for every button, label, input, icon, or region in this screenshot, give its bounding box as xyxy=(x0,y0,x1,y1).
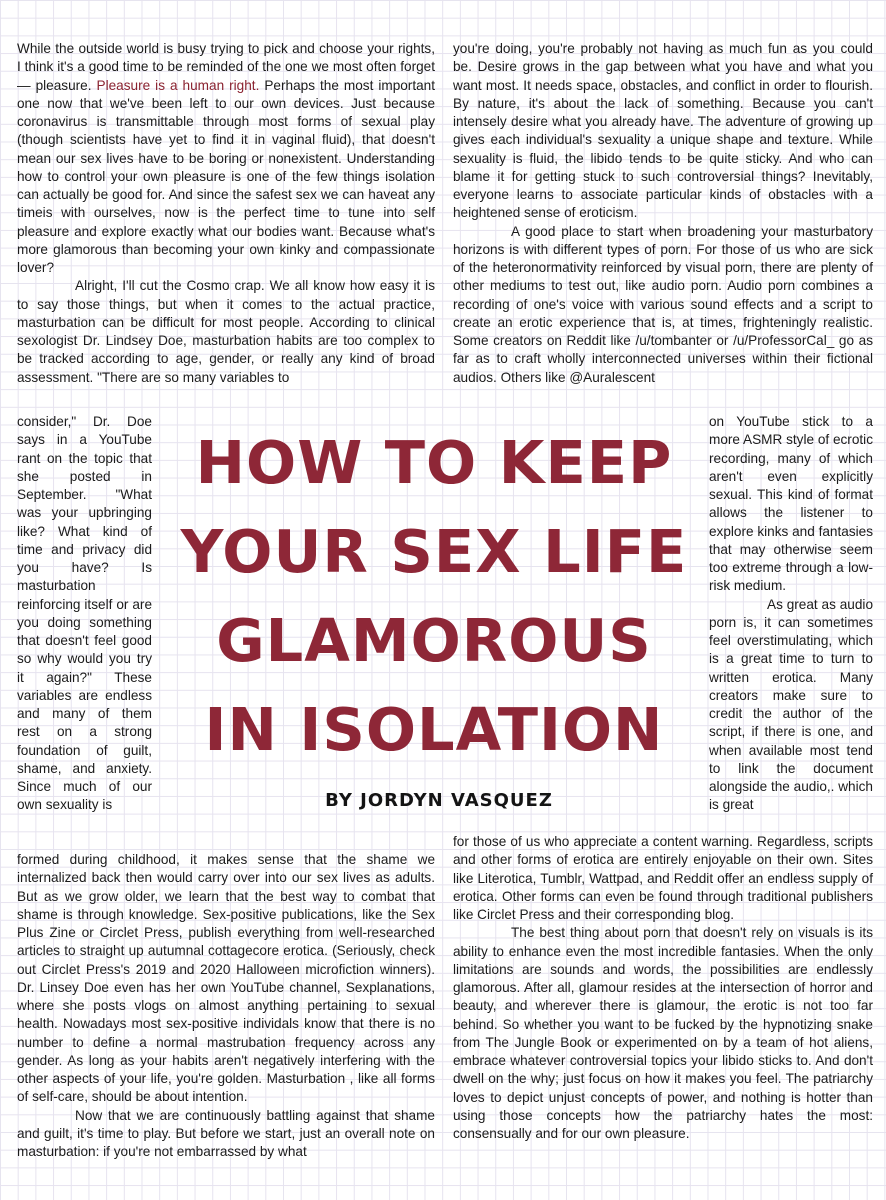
article-column-left-wrap xyxy=(17,413,152,815)
asmr-paragraph: on YouTube stick to a more ASMR style of ecrotic recording, many of which aren't even explicitly sexual. This kind of format allows the listener to explore kinks and fantasies that may otherwise seem too extreme through a low-risk medium. xyxy=(709,414,873,594)
article-column-right-top xyxy=(453,40,873,387)
headline-line-1: HOW TO KEEP xyxy=(195,428,673,497)
headline-line-2: YOUR SEX LIFE xyxy=(180,517,688,586)
doe-quote-paragraph: consider," Dr. Doe says in a YouTube rant on the topic that she posted in September. "What was your upbringing like? What kind of time and privacy did you have? Is masturbation reinforcing itself or are you doing something that doesn't feel good so why would you try it again?" These variables are endless and many of them rest on a strong foundation of guilt, shame, and anxiety. Since much of our own sexuality is xyxy=(17,414,152,813)
audio-porn-paragraph: A good place to start when broadening your masturbatory horizons is with different types of porn. For those of us who are sick of the heteronormativity reinforced by visual porn, there are plenty of other mediums to test out, like audio porn. Audio porn combines a recording of one's voice with various sound effects and a script to create an erotic experience that is, at times, frighteningly realistic. Some creators on Reddit like /u/tombanter or /u/ProfessorCal_ go as far as to craft wholly interconnected universes within their fictional audios. Others like @Auralescent xyxy=(453,223,873,385)
intro-paragraph: While the outside world is busy trying to pick and choose your rights, I think it's a good time to be reminded of the one we most often forget— pleasure. Pleasure is a human right. Perhaps the most important one now that we've been left to our own devices. Just because coronavirus is transmittable through most forms of sexual play (though scientists have yet to find it in vaginal fluid), that doesn't mean our sex lives have to be boring or nonexistent. Understanding how to control your own pleasure is one of the few things isolation can actually be good for. And since the safest sex we can haveat any timeis with ourselves, now is the perfect time to tune into self pleasure and explore exactly what our bodies want. Because what's more glamorous than becoming your own kinky and compassionate lover? xyxy=(17,41,436,275)
content-warning-paragraph: for those of us who appreciate a content warning. Regardless, scripts and other forms of erotica are entirely enjoyable on their own. Sites like Literotica, Tumblr, Wattpad, and Reddit offer an endless supply of erotica. Other forms can even be found through traditional publishers like Circlet Press and their corresponding blog. xyxy=(453,834,873,922)
headline-line-3: GLAMOROUS xyxy=(216,606,652,675)
childhood-paragraph: formed during childhood, it makes sense that the shame we internalized back then would carry over into our sex lives as adults. But as we grow older, we learn that the best way to combat that shame is through knowledge. Sex-positive publications, like the Sex Plus Zine or Circlet Press, publish everything from well-researched articles to straight up autumnal cottagecore erotica. (Seriously, check out Circlet Press's 2019 and 2020 Halloween microfiction winners). Dr. Linsey Doe even has her own YouTube channel, Sexplanations, where she posts vlogs on almost anything pertaining to sexual health. Nowadays most sex-positive individals know that there is no number to define a normal mastrubation frequency across any gender. As long as your habits aren't negatively interfering with the other aspects of your life, you're golden. Masturbation , like all forms of self-care, should be about intention. xyxy=(17,852,435,1105)
cosmo-paragraph: Alright, I'll cut the Cosmo crap. We all know how easy it is to say those things, but when it comes to the actual practice, masturbation can be difficult for most people. According to clinical sexologist Dr. Lindsey Doe, masturbation habits are too complex to be tracked according to age, gender, or really any kind of broad assessment. "There are so many variables to xyxy=(17,278,435,385)
headline xyxy=(160,418,708,774)
article-column-left-bottom xyxy=(17,851,435,1161)
play-paragraph: Now that we are continuously battling against that shame and guilt, it's time to play. But before we start, just an overall note on masturbation: if you're not embarrassed by what xyxy=(17,1107,435,1159)
article-column-right-wrap xyxy=(709,413,873,815)
article-column-right-bottom xyxy=(453,833,873,1143)
human-right-link[interactable]: Pleasure is a human right. xyxy=(96,77,260,93)
article-column-left-top xyxy=(17,40,435,387)
desire-paragraph: you're doing, you're probably not having as much fun as you could be. Desire grows in the gap between what you have and what you want most. It needs space, obstacles, and conflict in order to flourish. By nature, it's about the lack of something. Because you can't intensely desire what you already have. The adventure of growing up gives each individual's sexuality a unique shape and texture. While sexuality is fluid, the libido tends to be quite sticky. And who can blame it for getting stuck to such controversial things? Inevitably, everyone learns to associate particular kinds of obstacles with a heightened sense of eroticism. xyxy=(453,41,873,221)
written-erotica-paragraph: As great as audio porn is, it can sometimes feel overstimulating, which is a great time to turn to written erotica. Many creators make sure to credit the author of the script, if there is one, and when available most tend to link the document alongside the audio,. which is great xyxy=(709,596,873,813)
headline-line-4: IN ISOLATION xyxy=(204,695,664,764)
byline: BY JORDYN VASQUEZ xyxy=(325,790,553,811)
closing-paragraph: The best thing about porn that doesn't rely on visuals is its ability to enhance even the most incredible fantasies. When the only limitations are sounds and words, the possibilities are endlessly glamorous. After all, glamour resides at the intersection of horror and beauty, and wherever there is glamour, the erotic is not too far behind. So whether you want to be fucked by the hypnotizing snake from The Jungle Book or experimented on by a team of hot aliens, embrace whatever controversial topics your libido sticks to. And don't dwell on the why; just focus on how it makes you feel. The patriarchy loves to depict unjust concepts of power, and nothing is hotter than using those concepts how the patriarchy hates the most: consensually and for our own pleasure. xyxy=(453,925,873,1141)
